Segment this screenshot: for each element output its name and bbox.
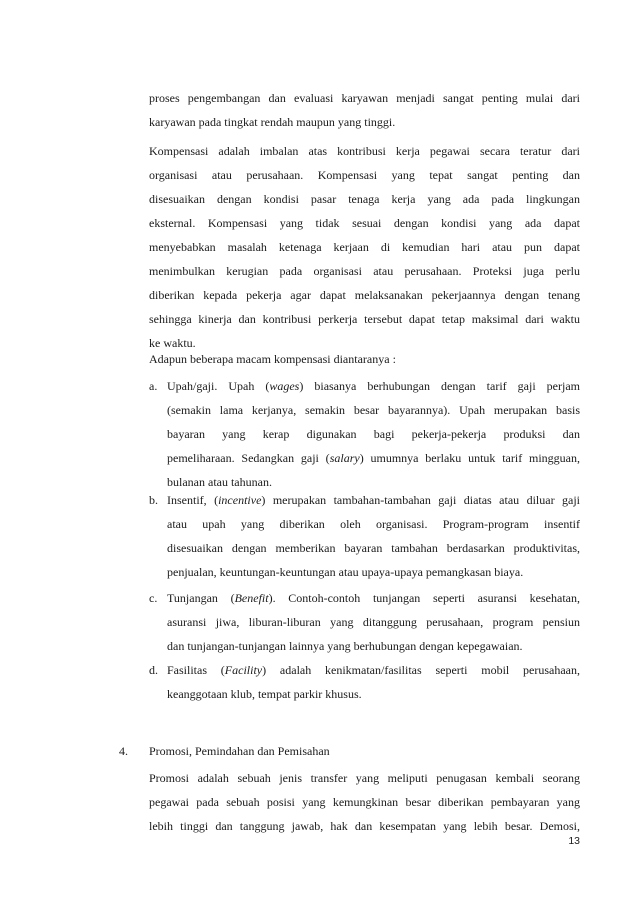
text-line: disesuaikan dengan kondisi pasar tenaga kerja yang ada pada lingkungan [149,192,580,206]
text-line: Adapun beberapa macam kompensasi diantaranya : [149,352,396,366]
text-line: (semakin lama kerjanya, semakin besar bayarannya). Upah merupakan basis [167,403,580,417]
text-line: keanggotaan klub, tempat parkir khusus. [167,687,362,701]
list-marker: a. [149,379,158,393]
list-item-insentif [167,488,580,584]
text-line: diberikan kepada pekerja agar dapat melaksanakan pekerjaannya dengan tenang [149,288,580,302]
text-line: ke waktu. [149,336,196,350]
promosi-paragraph [149,766,580,838]
text-line: Upah/gaji. Upah (wages) biasanya berhubungan dengan tarif gaji perjam [167,379,580,393]
list-marker: c. [149,591,158,605]
text-line: bayaran yang kerap digunakan bagi pekerja-pekerja produksi dan [167,427,580,441]
text-line: dan tunjangan-tunjangan lainnya yang berhubungan dengan kepegawaian. [167,639,523,653]
section-number: 4. [119,744,128,758]
page-number: 13 [568,835,580,847]
text-line: menimbulkan kerugian pada organisasi atau perusahaan. Proteksi juga perlu [149,264,580,278]
list-marker: d. [149,663,158,677]
text-line: bulanan atau tahunan. [167,475,272,489]
list-item-upah [167,374,580,494]
text-line: eksternal. Kompensasi yang tidak sesuai dengan kondisi yang ada dapat [149,216,580,230]
text-line: karyawan pada tingkat rendah maupun yang tinggi. [149,115,396,129]
list-item-fasilitas [167,658,580,706]
section-heading: Promosi, Pemindahan dan Pemisahan [149,744,330,758]
text-line: asuransi jiwa, liburan-liburan yang ditanggung perusahaan, program pensiun [167,615,580,629]
text-line: disesuaikan dengan memberikan bayaran tambahan berdasarkan produktivitas, [167,541,580,555]
text-line: menyebabkan masalah ketenaga kerjaan di kemudian hari atau pun dapat [149,240,580,254]
text-line: organisasi atau perusahaan. Kompensasi yang tepat sangat penting dan [149,168,580,182]
text-line: Insentif, (incentive) merupakan tambahan-tambahan gaji diatas atau diluar gaji [167,493,580,507]
text-line: Tunjangan (Benefit). Contoh-contoh tunjangan seperti asuransi kesehatan, [167,591,580,605]
text-line: proses pengembangan dan evaluasi karyawan menjadi sangat penting mulai dari [149,91,580,105]
adapun-paragraph [149,347,580,371]
text-line: pemeliharaan. Sedangkan gaji (salary) umumnya berlaku untuk tarif mingguan, [167,451,580,465]
list-marker: b. [149,493,158,507]
text-line: Fasilitas (Facility) adalah kenikmatan/fasilitas seperti mobil perusahaan, [167,663,580,677]
list-item-tunjangan [167,586,580,658]
text-line: Promosi adalah sebuah jenis transfer yang meliputi penugasan kembali seorang [149,771,580,785]
text-line: pegawai pada sebuah posisi yang kemungkinan besar diberikan pembayaran yang [149,795,580,809]
section-title [149,739,580,763]
text-line: sehingga kinerja dan kontribusi perkerja tersebut dapat tetap maksimal dari waktu [149,312,580,326]
text-line: atau upah yang diberikan oleh organisasi. Program-program insentif [167,517,580,531]
text-line: lebih tinggi dan tanggung jawab, hak dan kesempatan yang lebih besar. Demosi, [149,819,580,833]
kompensasi-paragraph [149,139,580,355]
text-line: penjualan, keuntungan-keuntungan atau upaya-upaya pemangkasan biaya. [167,565,524,579]
text-line: Kompensasi adalah imbalan atas kontribusi kerja pegawai secara teratur dari [149,144,580,158]
intro-paragraph [149,86,580,134]
